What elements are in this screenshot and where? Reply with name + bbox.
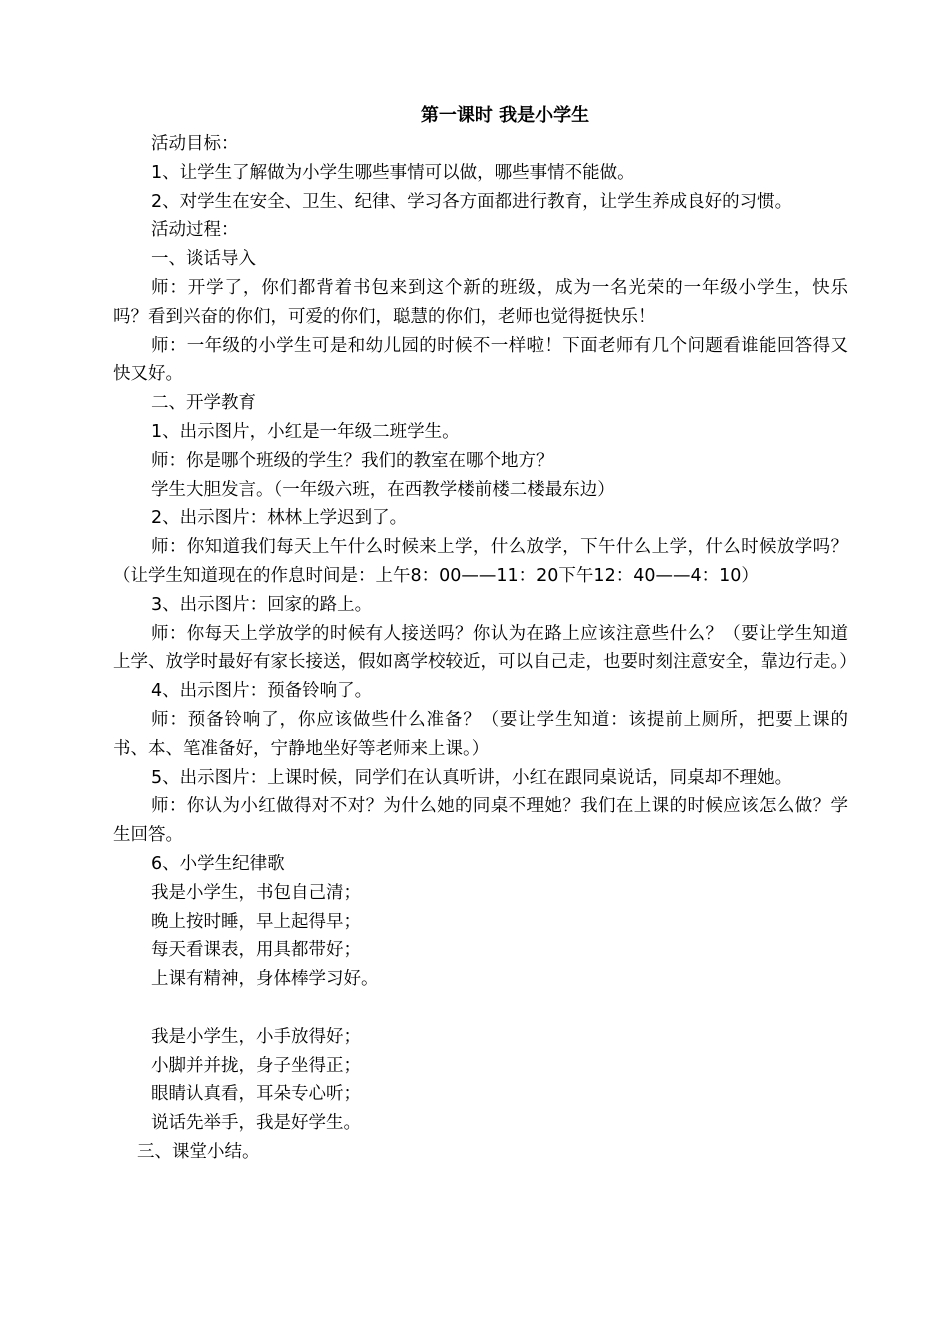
paragraph-picture-1: 1、出示图片，小红是一年级二班学生。	[151, 421, 460, 442]
poem-line: 晚上按时睡，早上起得早；	[151, 911, 361, 932]
paragraph-teacher-question-2: 师：你知道我们每天上午什么时候来上学，什么放学，下午什么上学，什么时候放学吗？（让学生知道现在的作息时间是：上午8：00——11：20下午12：40——4：10）	[113, 537, 848, 586]
paragraph-picture-4: 4、出示图片：预备铃响了。	[151, 681, 373, 702]
section-heading-education: 二、开学教育	[151, 393, 256, 414]
paragraph-student-answer-1: 学生大胆发言。（一年级六班，在西教学楼前楼二楼最东边）	[151, 479, 615, 500]
paragraph-picture-2: 2、出示图片：林林上学迟到了。	[151, 508, 408, 529]
poem-line: 每天看课表，用具都带好；	[151, 940, 361, 961]
poem-line: 我是小学生，小手放得好；	[151, 1026, 361, 1047]
paragraph-objective-1: 1、让学生了解做为小学生哪些事情可以做，哪些事情不能做。	[151, 162, 635, 183]
poem-line: 小脚并并拢，身子坐得正；	[151, 1055, 361, 1076]
paragraph-teacher-intro-1: 师：开学了，你们都背着书包来到这个新的班级，成为一名光荣的一年级小学生，快乐吗？看到兴奋的你们，可爱的你们，聪慧的你们，老师也觉得挺快乐！	[113, 277, 848, 327]
paragraph-discipline-song-heading: 6、小学生纪律歌	[151, 853, 285, 874]
paragraph-teacher-intro-2: 师：一年级的小学生可是和幼儿园的时候不一样啦！下面老师有几个问题看谁能回答得又快又好。	[113, 335, 848, 385]
poem-line: 上课有精神，身体棒学习好。	[151, 969, 379, 990]
paragraph-objectives-heading: 活动目标：	[151, 134, 239, 154]
poem-line: 我是小学生，书包自己清；	[151, 882, 361, 903]
blank-line	[113, 994, 848, 1023]
paragraph-teacher-question-4: 师：预备铃响了，你应该做些什么准备？（要让学生知道：该提前上厕所，把要上课的书、本、笔准备好，宁静地坐好等老师来上课。）	[113, 709, 848, 759]
paragraph-objective-2: 2、对学生在安全、卫生、纪律、学习各方面都进行教育，让学生养成良好的习惯。	[151, 191, 793, 212]
section-heading-summary: 三、课堂小结。	[137, 1141, 260, 1162]
paragraph-picture-5: 5、出示图片：上课时候，同学们在认真听讲，小红在跟同桌说话，同桌却不理她。	[151, 767, 793, 788]
poem-line: 说话先举手，我是好学生。	[151, 1113, 361, 1134]
paragraph-teacher-question-3: 师：你每天上学放学的时候有人接送吗？你认为在路上应该注意些什么？（要让学生知道上学、放学时最好有家长接送，假如离学校较近，可以自己走，也要时刻注意安全，靠边行走。）	[113, 623, 857, 673]
poem-line: 眼睛认真看，耳朵专心听；	[151, 1084, 361, 1105]
paragraph-picture-3: 3、出示图片：回家的路上。	[151, 594, 373, 615]
paragraph-process-heading: 活动过程：	[151, 220, 239, 241]
paragraph-teacher-question-5: 师：你认为小红做得对不对？为什么她的同桌不理她？我们在上课的时候应该怎么做？学生回答。	[113, 796, 848, 846]
paragraph-teacher-question-1: 师：你是哪个班级的学生？我们的教室在哪个地方？	[151, 450, 554, 471]
section-heading-intro: 一、谈话导入	[151, 249, 256, 270]
document-body	[113, 130, 857, 1167]
document-title: 第一课时 我是小学生	[420, 105, 590, 126]
